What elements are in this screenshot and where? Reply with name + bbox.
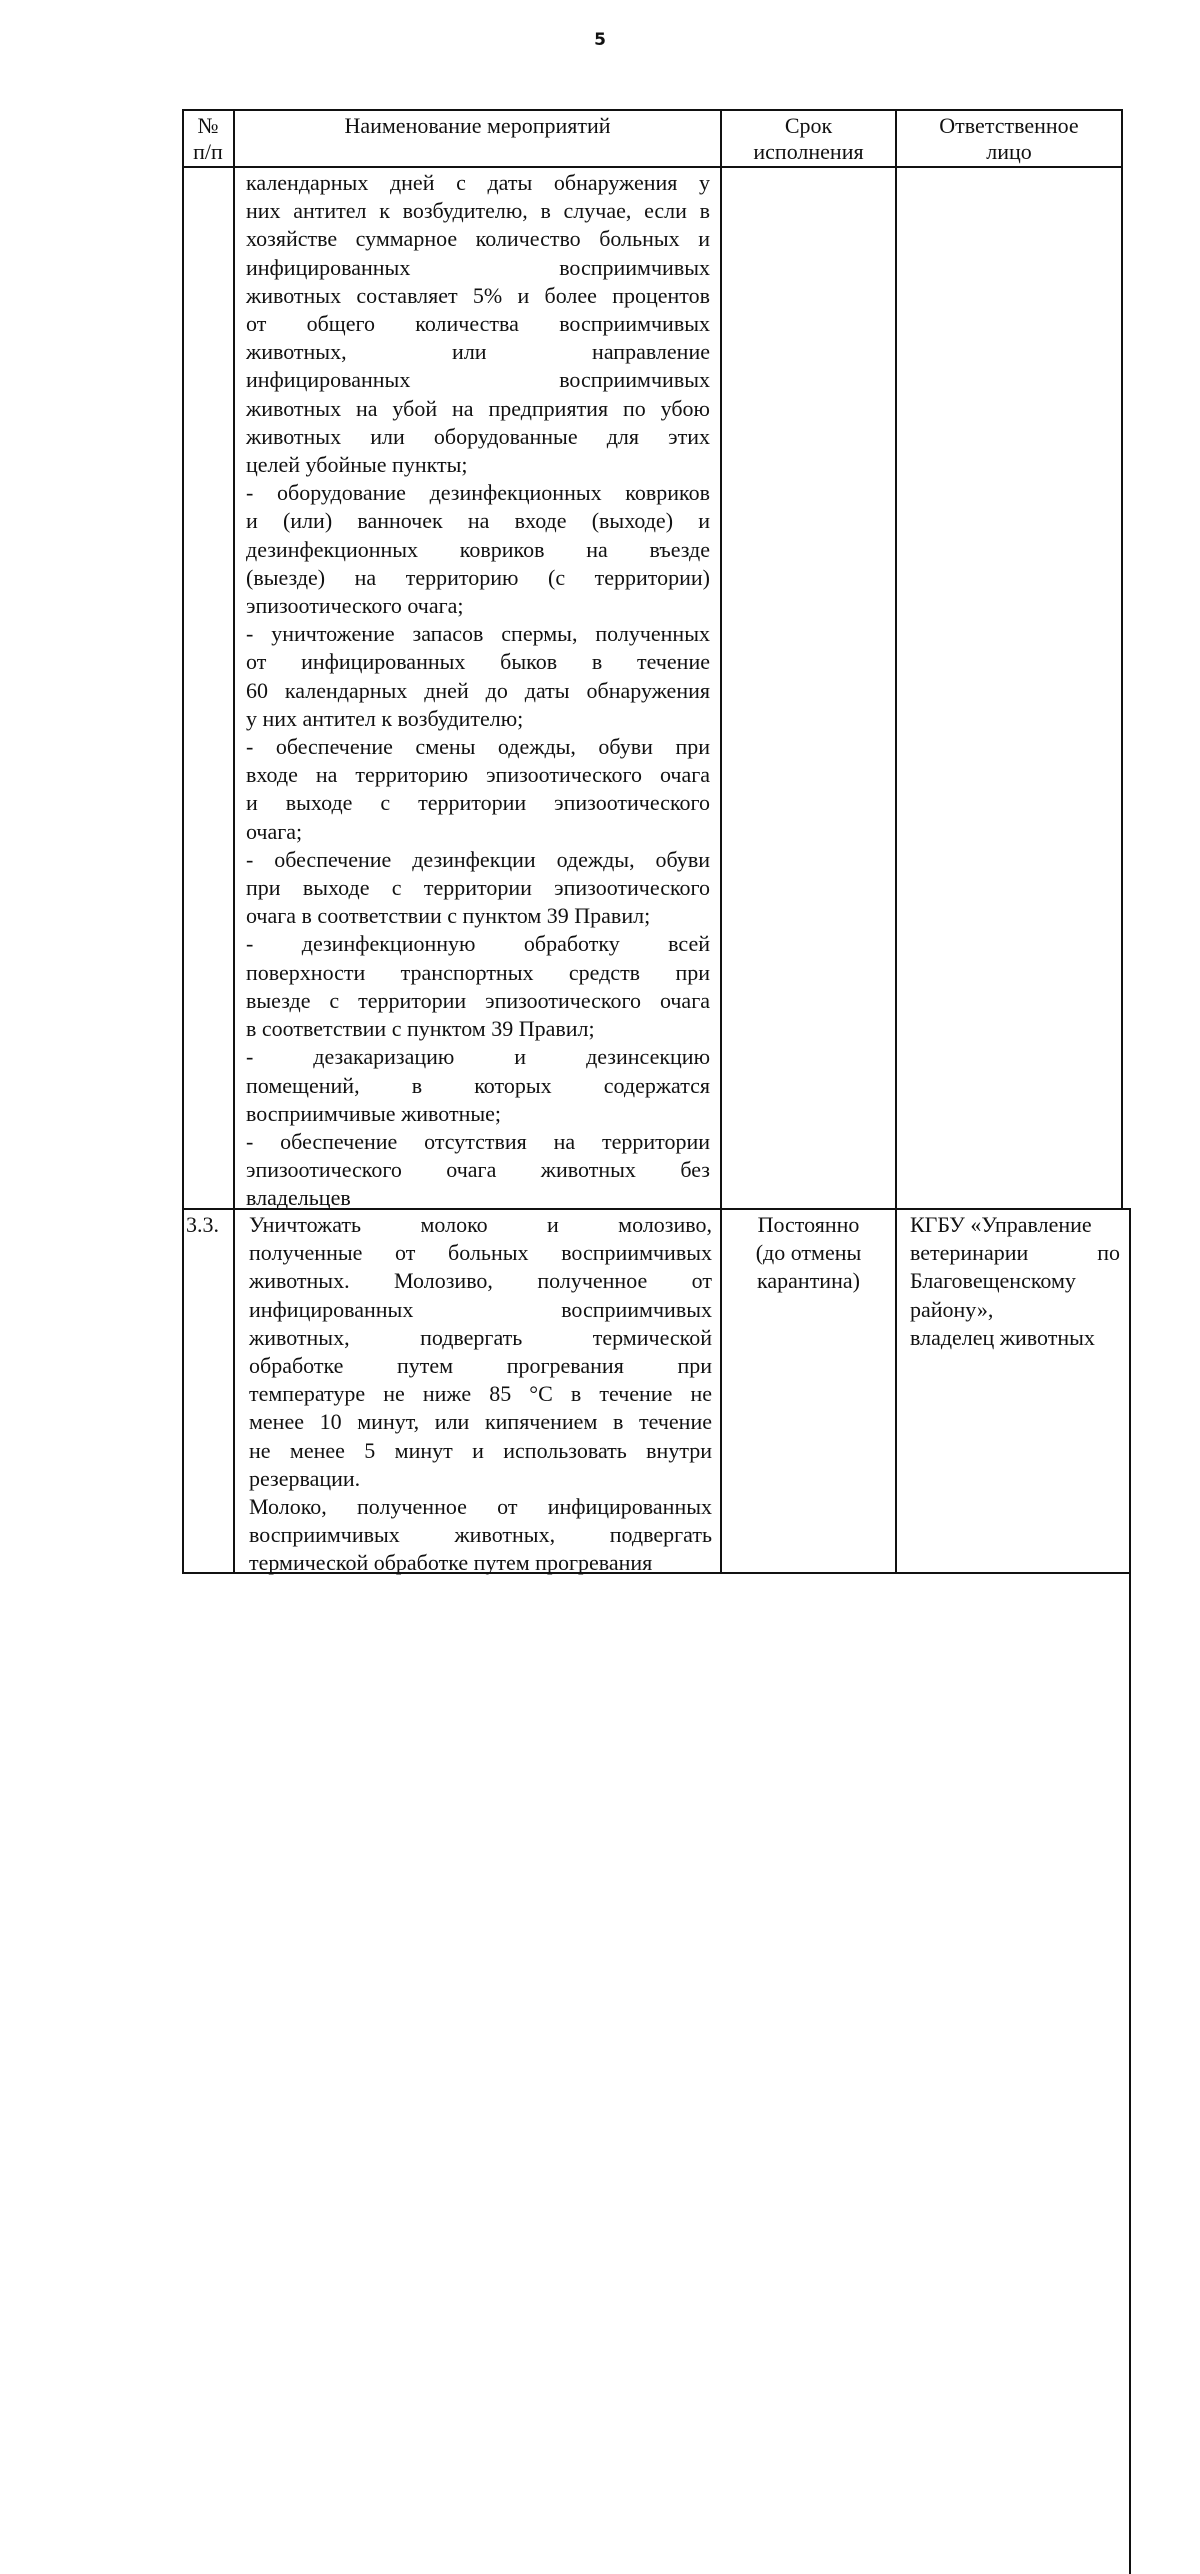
text-line: животных на убой на предприятия по убою (246, 395, 710, 421)
text-line: - дезакаризацию и дезинсекцию (246, 1044, 710, 1070)
text-line: (выезде) на территорию (с территории) (246, 564, 710, 590)
header-name (235, 113, 720, 139)
text-line: эпизоотического очага; (246, 593, 464, 619)
text-line: району», (910, 1296, 994, 1322)
page-number: 5 (594, 30, 606, 50)
text-line: термической обработке путем прогревания (249, 1550, 653, 1576)
row2-responsible (910, 1211, 1120, 1352)
text-line: поверхности транспортных средств при (246, 959, 710, 985)
text-line: животных, подвергать термической (249, 1324, 712, 1350)
text-line: целей убойные пункты; (246, 452, 468, 478)
text-line: владелец животных (910, 1324, 1095, 1350)
text-line: дезинфекционных ковриков на въезде (246, 536, 710, 562)
text-line: температуре не ниже 85 °С в течение не (249, 1381, 712, 1407)
text-line: обработке путем прогревания при (249, 1353, 712, 1379)
deadline-line: Постоянно (757, 1212, 860, 1237)
text-line: восприимчивые животные; (246, 1100, 502, 1126)
table-col-divider-3 (895, 109, 897, 1574)
text-line: животных. Молозиво, полученное от (249, 1268, 712, 1294)
text-line: инфицированных восприимчивых (249, 1296, 712, 1322)
text-line: инфицированных восприимчивых (246, 367, 710, 393)
row2-num: 3.3. (186, 1212, 219, 1237)
text-line: них антител к возбудителю, в случае, если в (246, 198, 710, 224)
text-line: Благовещенскому (910, 1268, 1076, 1294)
table-border-right-lower (1129, 1208, 1131, 2574)
deadline-line: карантина) (757, 1268, 860, 1294)
text-line: Молоко, полученное от инфицированных (249, 1494, 712, 1520)
header-deadline (722, 113, 895, 165)
text-line: от инфицированных быков в течение (246, 649, 710, 675)
header-deadline-line: исполнения (753, 139, 864, 164)
text-line: в соответствии с пунктом 39 Правил; (246, 1016, 595, 1042)
deadline-line: (до отмены (755, 1240, 862, 1266)
row2-deadline (722, 1211, 895, 1296)
header-num-line: п/п (193, 139, 223, 164)
table-border-top (183, 109, 1123, 111)
text-line: от общего количества восприимчивых (246, 311, 710, 337)
table-col-divider-1 (233, 109, 235, 1574)
row1-measures-text (246, 169, 710, 1213)
text-line: - дезинфекционную обработку всей (246, 931, 710, 957)
header-num-line: № (197, 113, 219, 138)
text-line: - оборудование дезинфекционных ковриков (246, 480, 710, 506)
text-line: КГБУ «Управление (910, 1212, 1092, 1237)
text-line: ветеринарии по (910, 1240, 1120, 1266)
header-name-line: Наименование мероприятий (344, 113, 611, 138)
text-line: резервации. (249, 1465, 361, 1491)
text-line: и выходе с территории эпизоотического (246, 790, 710, 816)
text-line: у них антител к возбудителю; (246, 705, 524, 731)
text-line: полученные от больных восприимчивых (249, 1240, 712, 1266)
text-line: очага в соответствии с пунктом 39 Правил; (246, 903, 651, 929)
text-line: Уничтожать молоко и молозиво, (249, 1212, 712, 1237)
text-line: 60 календарных дней до даты обнаружения (246, 677, 710, 703)
header-responsible (897, 113, 1121, 165)
text-line: - уничтожение запасов спермы, полученных (246, 621, 710, 647)
text-line: эпизоотического очага животных без (246, 1157, 710, 1183)
text-line: инфицированных восприимчивых (246, 254, 710, 280)
table-border-right (1121, 109, 1123, 1209)
text-line: - обеспечение смены одежды, обуви при (246, 734, 710, 760)
text-line: помещений, в которых содержатся (246, 1072, 710, 1098)
text-line: восприимчивых животных, подвергать (249, 1522, 712, 1548)
text-line: - обеспечение дезинфекции одежды, обуви (246, 846, 710, 872)
text-line: календарных дней с даты обнаружения у (246, 170, 710, 195)
table-header-bottom (183, 166, 1123, 168)
text-line: очага; (246, 818, 303, 844)
header-responsible-line: Ответственное (939, 113, 1079, 138)
text-line: животных или оборудованные для этих (246, 423, 710, 449)
text-line: входе на территорию эпизоотического очага (246, 762, 710, 788)
text-line: при выходе с территории эпизоотического (246, 875, 710, 901)
text-line: не менее 5 минут и использовать внутри (249, 1437, 712, 1463)
text-line: животных составляет 5% и более процентов (246, 282, 710, 308)
text-line: менее 10 минут, или кипячением в течение (249, 1409, 712, 1435)
text-line: владельцев (246, 1185, 351, 1211)
header-responsible-line: лицо (986, 139, 1032, 164)
text-line: хозяйстве суммарное количество больных и (246, 226, 710, 252)
row2-measures-text (249, 1211, 712, 1578)
header-deadline-line: Срок (784, 113, 833, 138)
table-border-left (182, 109, 184, 1574)
text-line: - обеспечение отсутствия на территории (246, 1128, 710, 1154)
header-num (183, 113, 233, 165)
text-line: животных, или направление (246, 339, 710, 365)
text-line: выезде с территории эпизоотического очага (246, 987, 710, 1013)
table-col-divider-2 (720, 109, 722, 1574)
text-line: и (или) ванночек на входе (выходе) и (246, 508, 710, 534)
